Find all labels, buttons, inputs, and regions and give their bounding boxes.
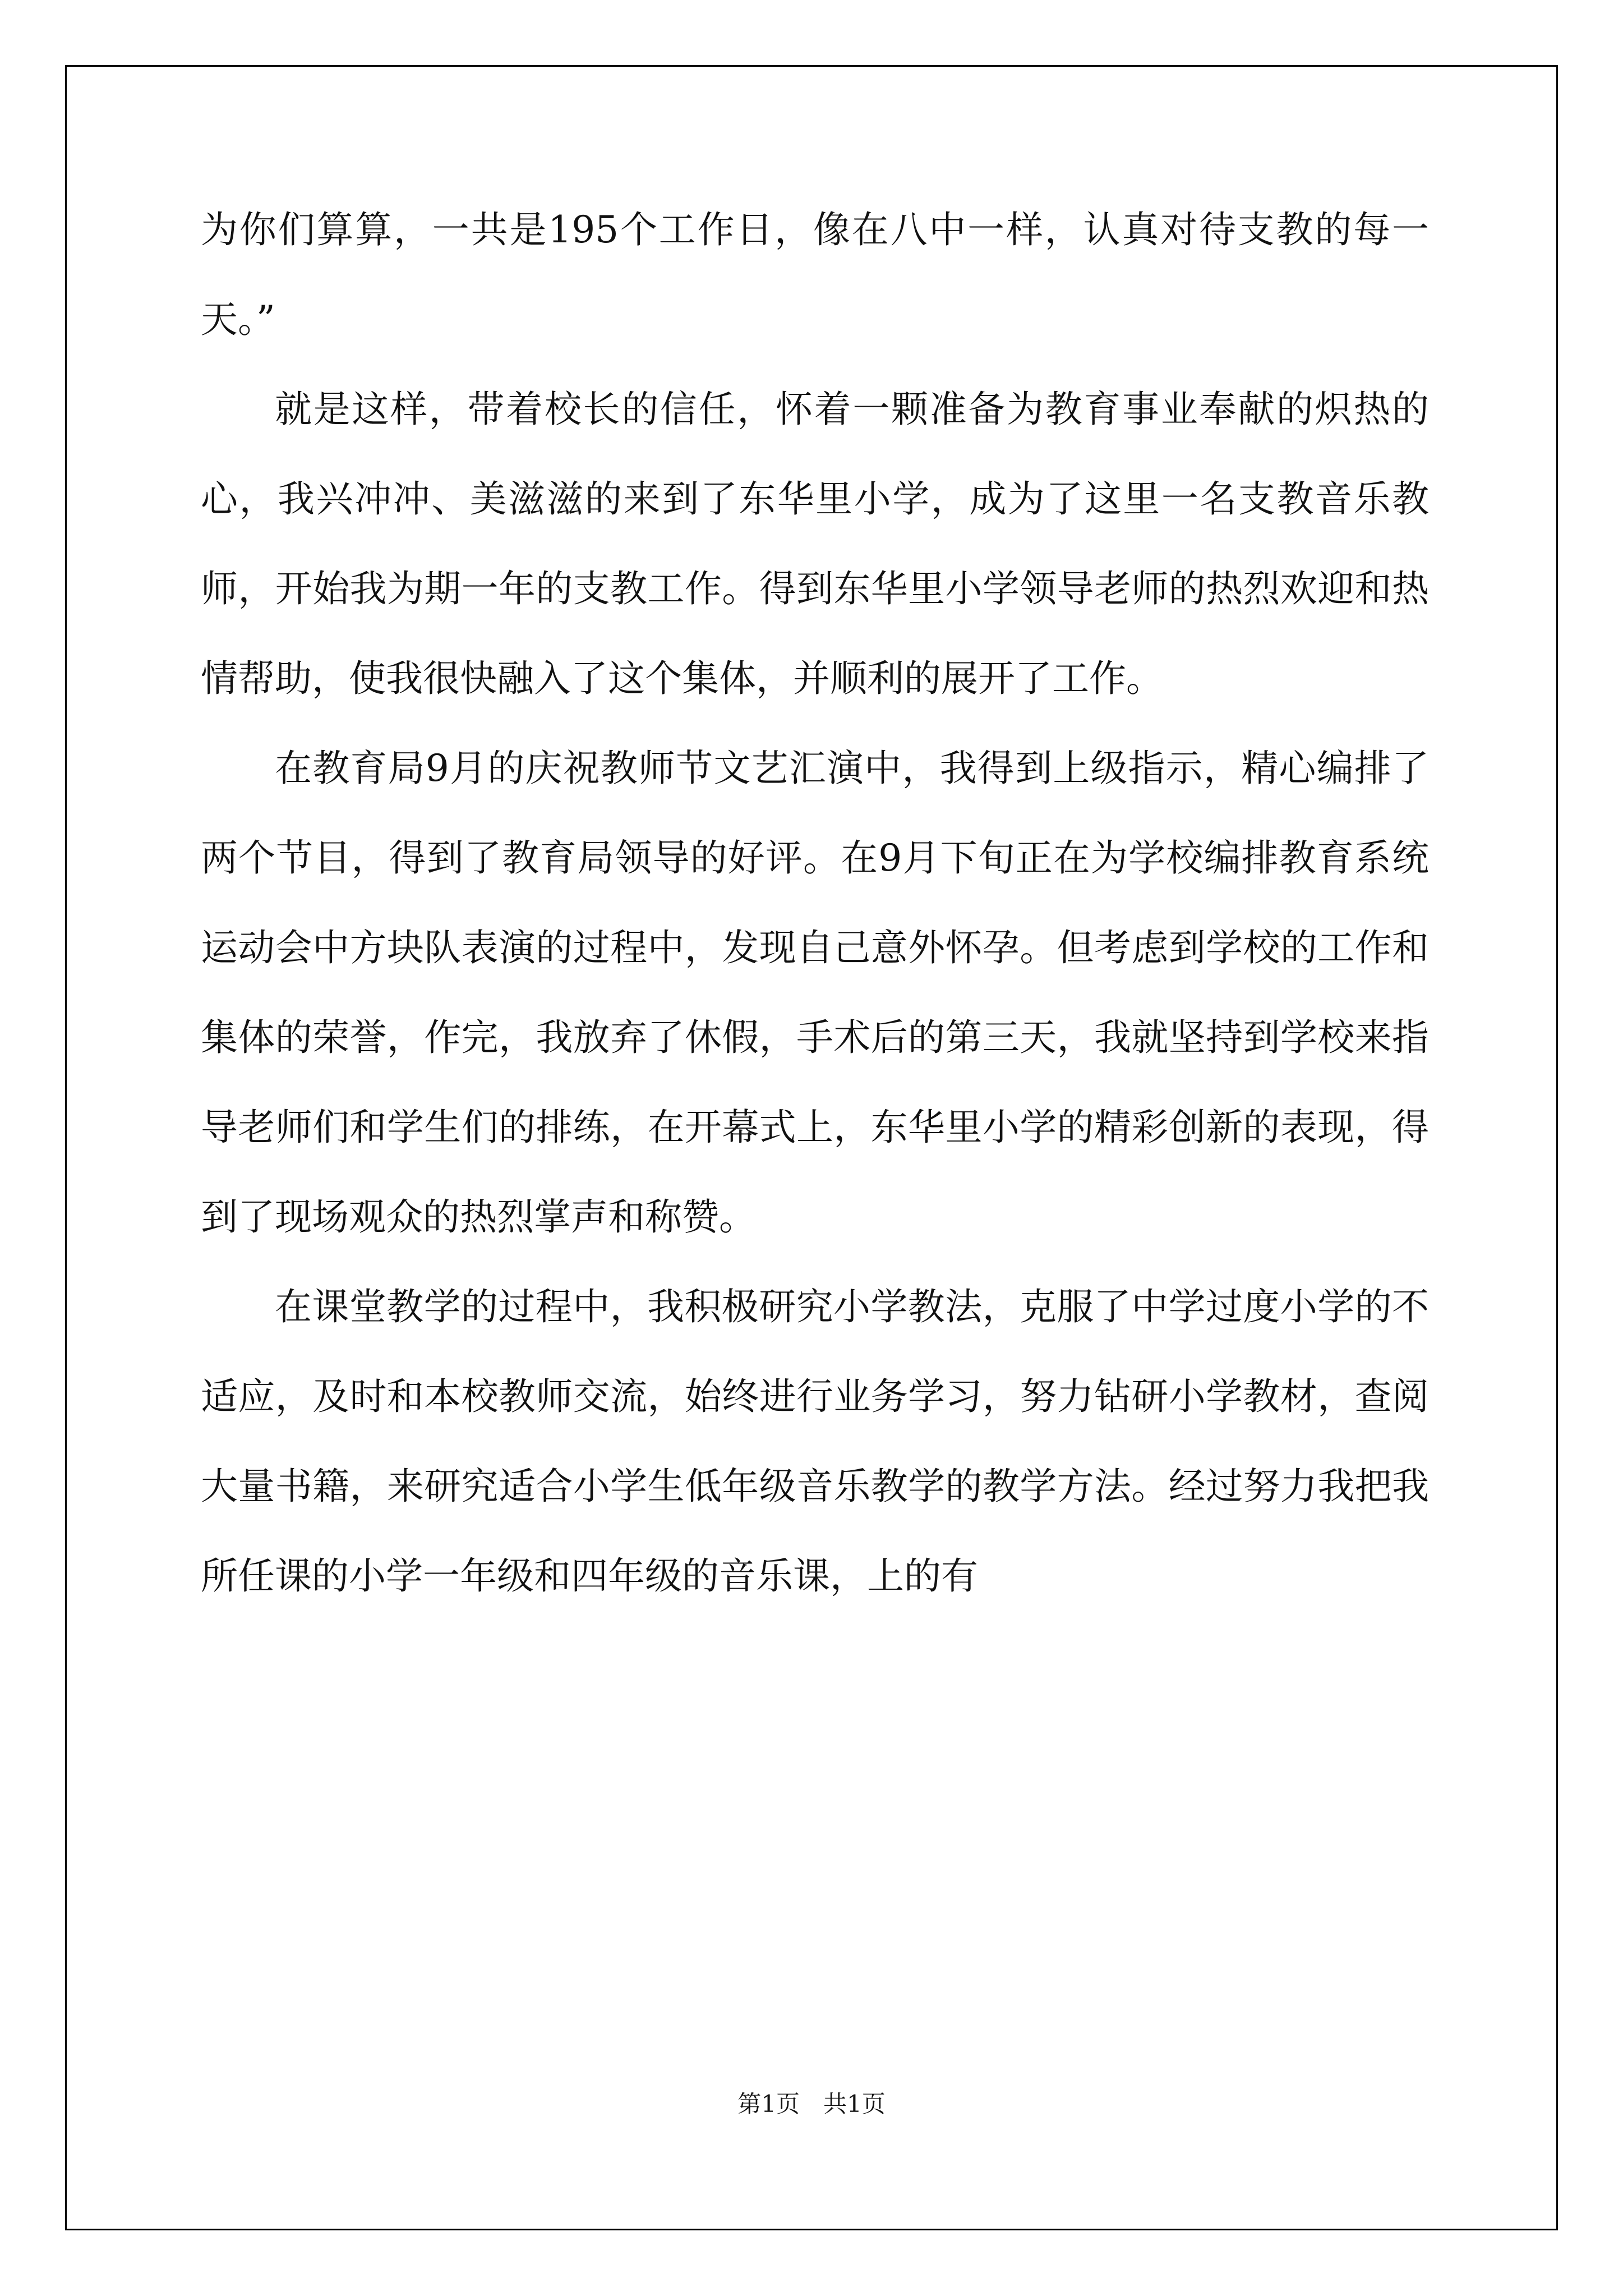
paragraph-3: 在教育局9月的庆祝教师节文艺汇演中，我得到上级指示，精心编排了两个节目，得到了教育局领导的好评。在9月下旬正在为学校编排教育系统运动会中方块队表演的过程中，发现自己意外怀孕。但考虑到学校的工作和集体的荣誉，作完，我放弃了休假，手术后的第三天，我就坚持到学校来指导老师们和学生们的排练，在开幕式上，东华里小学的精彩创新的表现，得到了现场观众的热烈掌声和称赞。 (201, 747, 1429, 1239)
paragraph-4: 在课堂教学的过程中，我积极研究小学教法，克服了中学过度小学的不适应，及时和本校教师交流，始终进行业务学习，努力钻研小学教材，查阅大量书籍，来研究适合小学生低年级音乐教学的教学方法。经过努力我把我所任课的小学一年级和四年级的音乐课，上的有 (201, 1285, 1429, 1598)
document-body (201, 185, 1429, 1621)
paragraph-2: 就是这样，带着校长的信任，怀着一颗准备为教育事业奉献的炽热的心，我兴冲冲、美滋滋的来到了东华里小学，成为了这里一名支教音乐教师，开始我为期一年的支教工作。得到东华里小学领导老师的热烈欢迎和热情帮助，使我很快融入了这个集体，并顺利的展开了工作。 (201, 388, 1429, 700)
paragraph-1: 为你们算算，一共是195个工作日，像在八中一样，认真对待支教的每一天。” (201, 208, 1429, 341)
page-footer: 第1页 共1页 (737, 2090, 886, 2118)
